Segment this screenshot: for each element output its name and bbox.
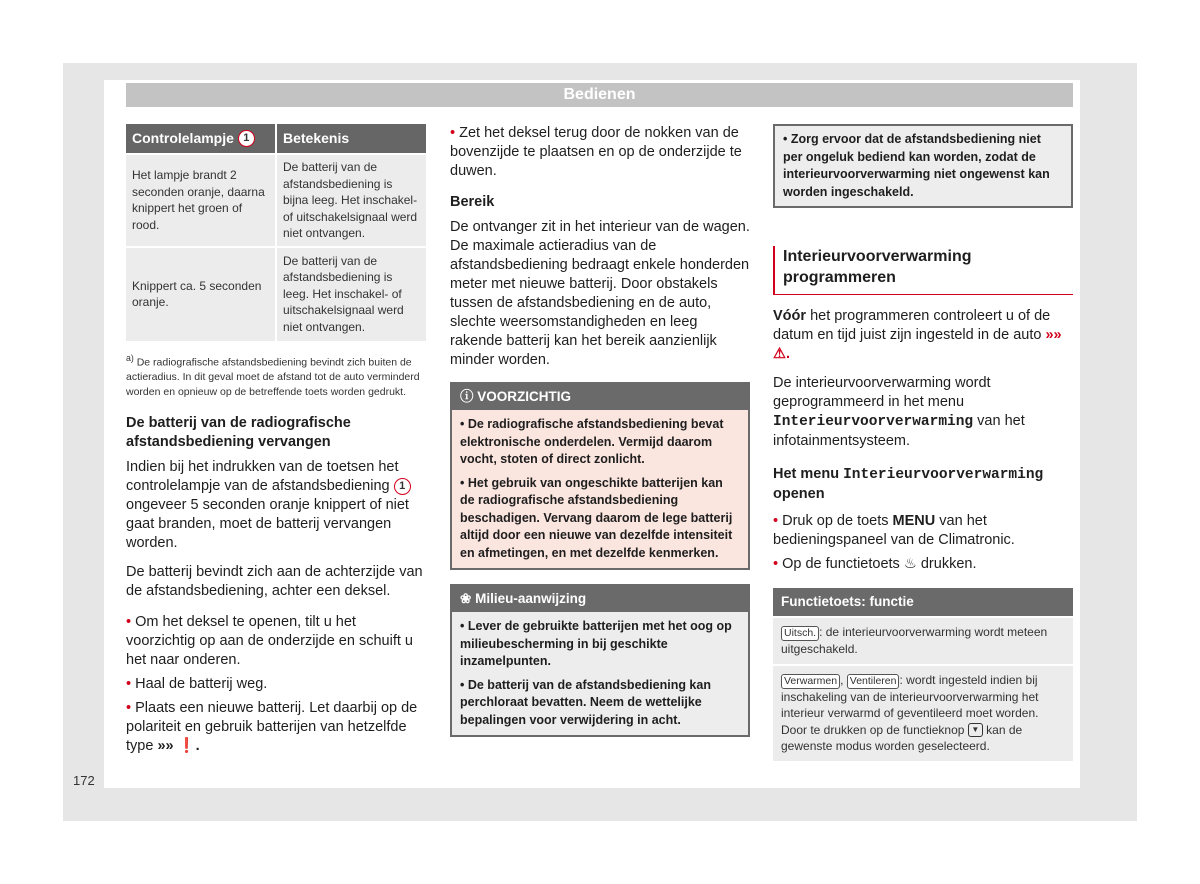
caution-item: • Het gebruik van ongeschikte batterijen kan de radiografische afstandsbediening beschadigen. Vervang daarom de lege batterij altijd door een nieuwe van dezelfde intensiteit en afmetingen, en met dezelfde kenmerken.: [460, 475, 733, 560]
function-table: [773, 588, 1073, 761]
heat-key: Verwarmen: [781, 674, 840, 689]
environment-item: • Lever de gebruikte batterijen met het oog op milieubescherming in bij geschikte inzamelpunten.: [460, 619, 732, 668]
list-item: • Haal de batterij weg.: [126, 676, 268, 692]
paragraph: Indien bij het indrukken van de toetsen het controlelampje van de afstandsbediening 1 ongeveer 5 seconden oranje knippert of niet gaat branden, moet de batterij vervangen worden.: [126, 459, 409, 551]
dropdown-key-icon: ▼: [968, 723, 983, 737]
caution-icon: ⓘ: [460, 389, 474, 404]
paragraph: Vóór het programmeren controleert u of de datum en tijd juist zijn ingesteld in de auto »» ⚠.: [773, 308, 1062, 362]
function-table-header: Functietoets: functie: [773, 588, 1073, 616]
function-row: Uitsch. : de interieurvoorverwarming wordt meteen uitgeschakeld.: [773, 618, 1073, 664]
continue-warning-icon: »» ⚠.: [773, 327, 1062, 362]
list-item: • Plaats een nieuwe batterij. Let daarbij op de polariteit en gebruik batterijen van hetzelfde type »» ❗.: [126, 700, 418, 754]
footnote: $^{a)}$ De radiografische afstandsbediening bevindt zich buiten de actieradius. In dit geval moet de afstand tot de auto verminderd worden en opnieuw op de betreffende toets worden gedrukt.: [126, 352, 420, 398]
caution-header: ⓘ VOORZICHTIG: [452, 384, 748, 410]
off-key: Uitsch.: [781, 626, 819, 641]
caution-item: • De radiografische afstandsbediening bevat elektronische onderdelen. Vermijd daarom vocht, stoten of direct zonlicht.: [460, 417, 724, 466]
menu-key-icon: MENU: [892, 513, 936, 529]
table-cell-meaning: De batterij van de afstandsbediening is bijna leeg. Het inschakel- of uitschakelsignaal werd niet ontvangen.: [276, 154, 426, 247]
flower-icon: ❀: [460, 591, 472, 606]
heating-icon: ♨: [903, 556, 917, 572]
section-heading-battery: De batterij van de radiografische afstandsbediening vervangen: [126, 415, 351, 450]
chapter-header: Bedienen: [126, 83, 1073, 107]
indicator-table: [126, 124, 426, 341]
section-heading-range: Bereik: [450, 194, 495, 210]
paragraph: De batterij bevindt zich aan de achterzijde van de afstandsbediening, achter een deksel.: [126, 564, 423, 599]
heading-menu-open: Het menu Interieurvoorverwarming openen: [773, 466, 1044, 502]
environment-item: • De batterij van de afstandsbediening kan perchloraat bevatten. Neem de wettelijke bepalingen voor verwijdering in acht.: [460, 677, 711, 727]
paragraph: De interieurvoorverwarming wordt geprogrammeerd in het menu Interieurvoorverwarming van het infotainmentsysteem.: [773, 375, 1025, 449]
marker-1-icon: 1: [394, 478, 411, 495]
caution-box: [450, 382, 750, 570]
table-row: [126, 247, 426, 341]
table-cell-lamp: Knippert ca. 5 seconden oranje.: [126, 247, 276, 341]
paragraph: De ontvanger zit in het interieur van de wagen. De maximale actieradius van de afstandsbediening bedraagt enkele honderden meter met nieuwe batterij. Door obstakels tussen de afstandsbediening en de auto, slechte weersomstandigheden en leeg rakende batterij kan het bereik aanzienlijk minder worden.: [450, 219, 750, 368]
section-title: Interieurvoorverwarming programmeren: [773, 246, 1073, 295]
note-box: • Zorg ervoor dat de afstandsbediening niet per ongeluk bediend kan worden, zodat de interieurvoorverwarming niet ongewenst kan worden ingeschakeld.: [773, 124, 1073, 208]
marker-1-icon: 1: [238, 130, 255, 147]
list-item: • Om het deksel te openen, tilt u het voorzichtig op aan de onderzijde en schuift u het naar onderen.: [126, 614, 413, 668]
table-cell-lamp: Het lampje brandt 2 seconden oranje, daarna knippert het groen of rood.: [126, 154, 276, 247]
column-3: [773, 124, 1073, 761]
table-header-meaning: Betekenis: [276, 124, 426, 154]
continue-warning-icon: »» ❗.: [157, 738, 200, 754]
ventilate-key: Ventileren: [847, 674, 900, 689]
table-row: [126, 154, 426, 247]
table-cell-meaning: De batterij van de afstandsbediening is leeg. Het inschakel- of uitschakelsignaal werd niet ontvangen.: [276, 247, 426, 341]
list-item: • Op de functietoets ♨ drukken.: [773, 556, 977, 572]
list-item: • Druk op de toets MENU van het bedieningspaneel van de Climatronic.: [773, 513, 1015, 548]
column-1: [126, 124, 426, 756]
column-2: [450, 124, 750, 737]
environment-header: ❀ Milieu-aanwijzing: [452, 586, 748, 612]
environment-box: [450, 584, 750, 737]
page-number: 172: [73, 773, 95, 788]
function-row: Verwarmen , Ventileren : wordt ingesteld indien bij inschakeling van de interieurvoorverwarming het interieur verwarmd of geventileerd moet worden. Door te drukken op de functieknop ▼ kan de gewenste modus worden geselecteerd.: [773, 666, 1073, 761]
table-header-lamp: Controlelampje 1: [126, 124, 276, 154]
list-item: • Zet het deksel terug door de nokken van de bovenzijde te plaatsen en op de onderzijde te duwen.: [450, 125, 742, 179]
